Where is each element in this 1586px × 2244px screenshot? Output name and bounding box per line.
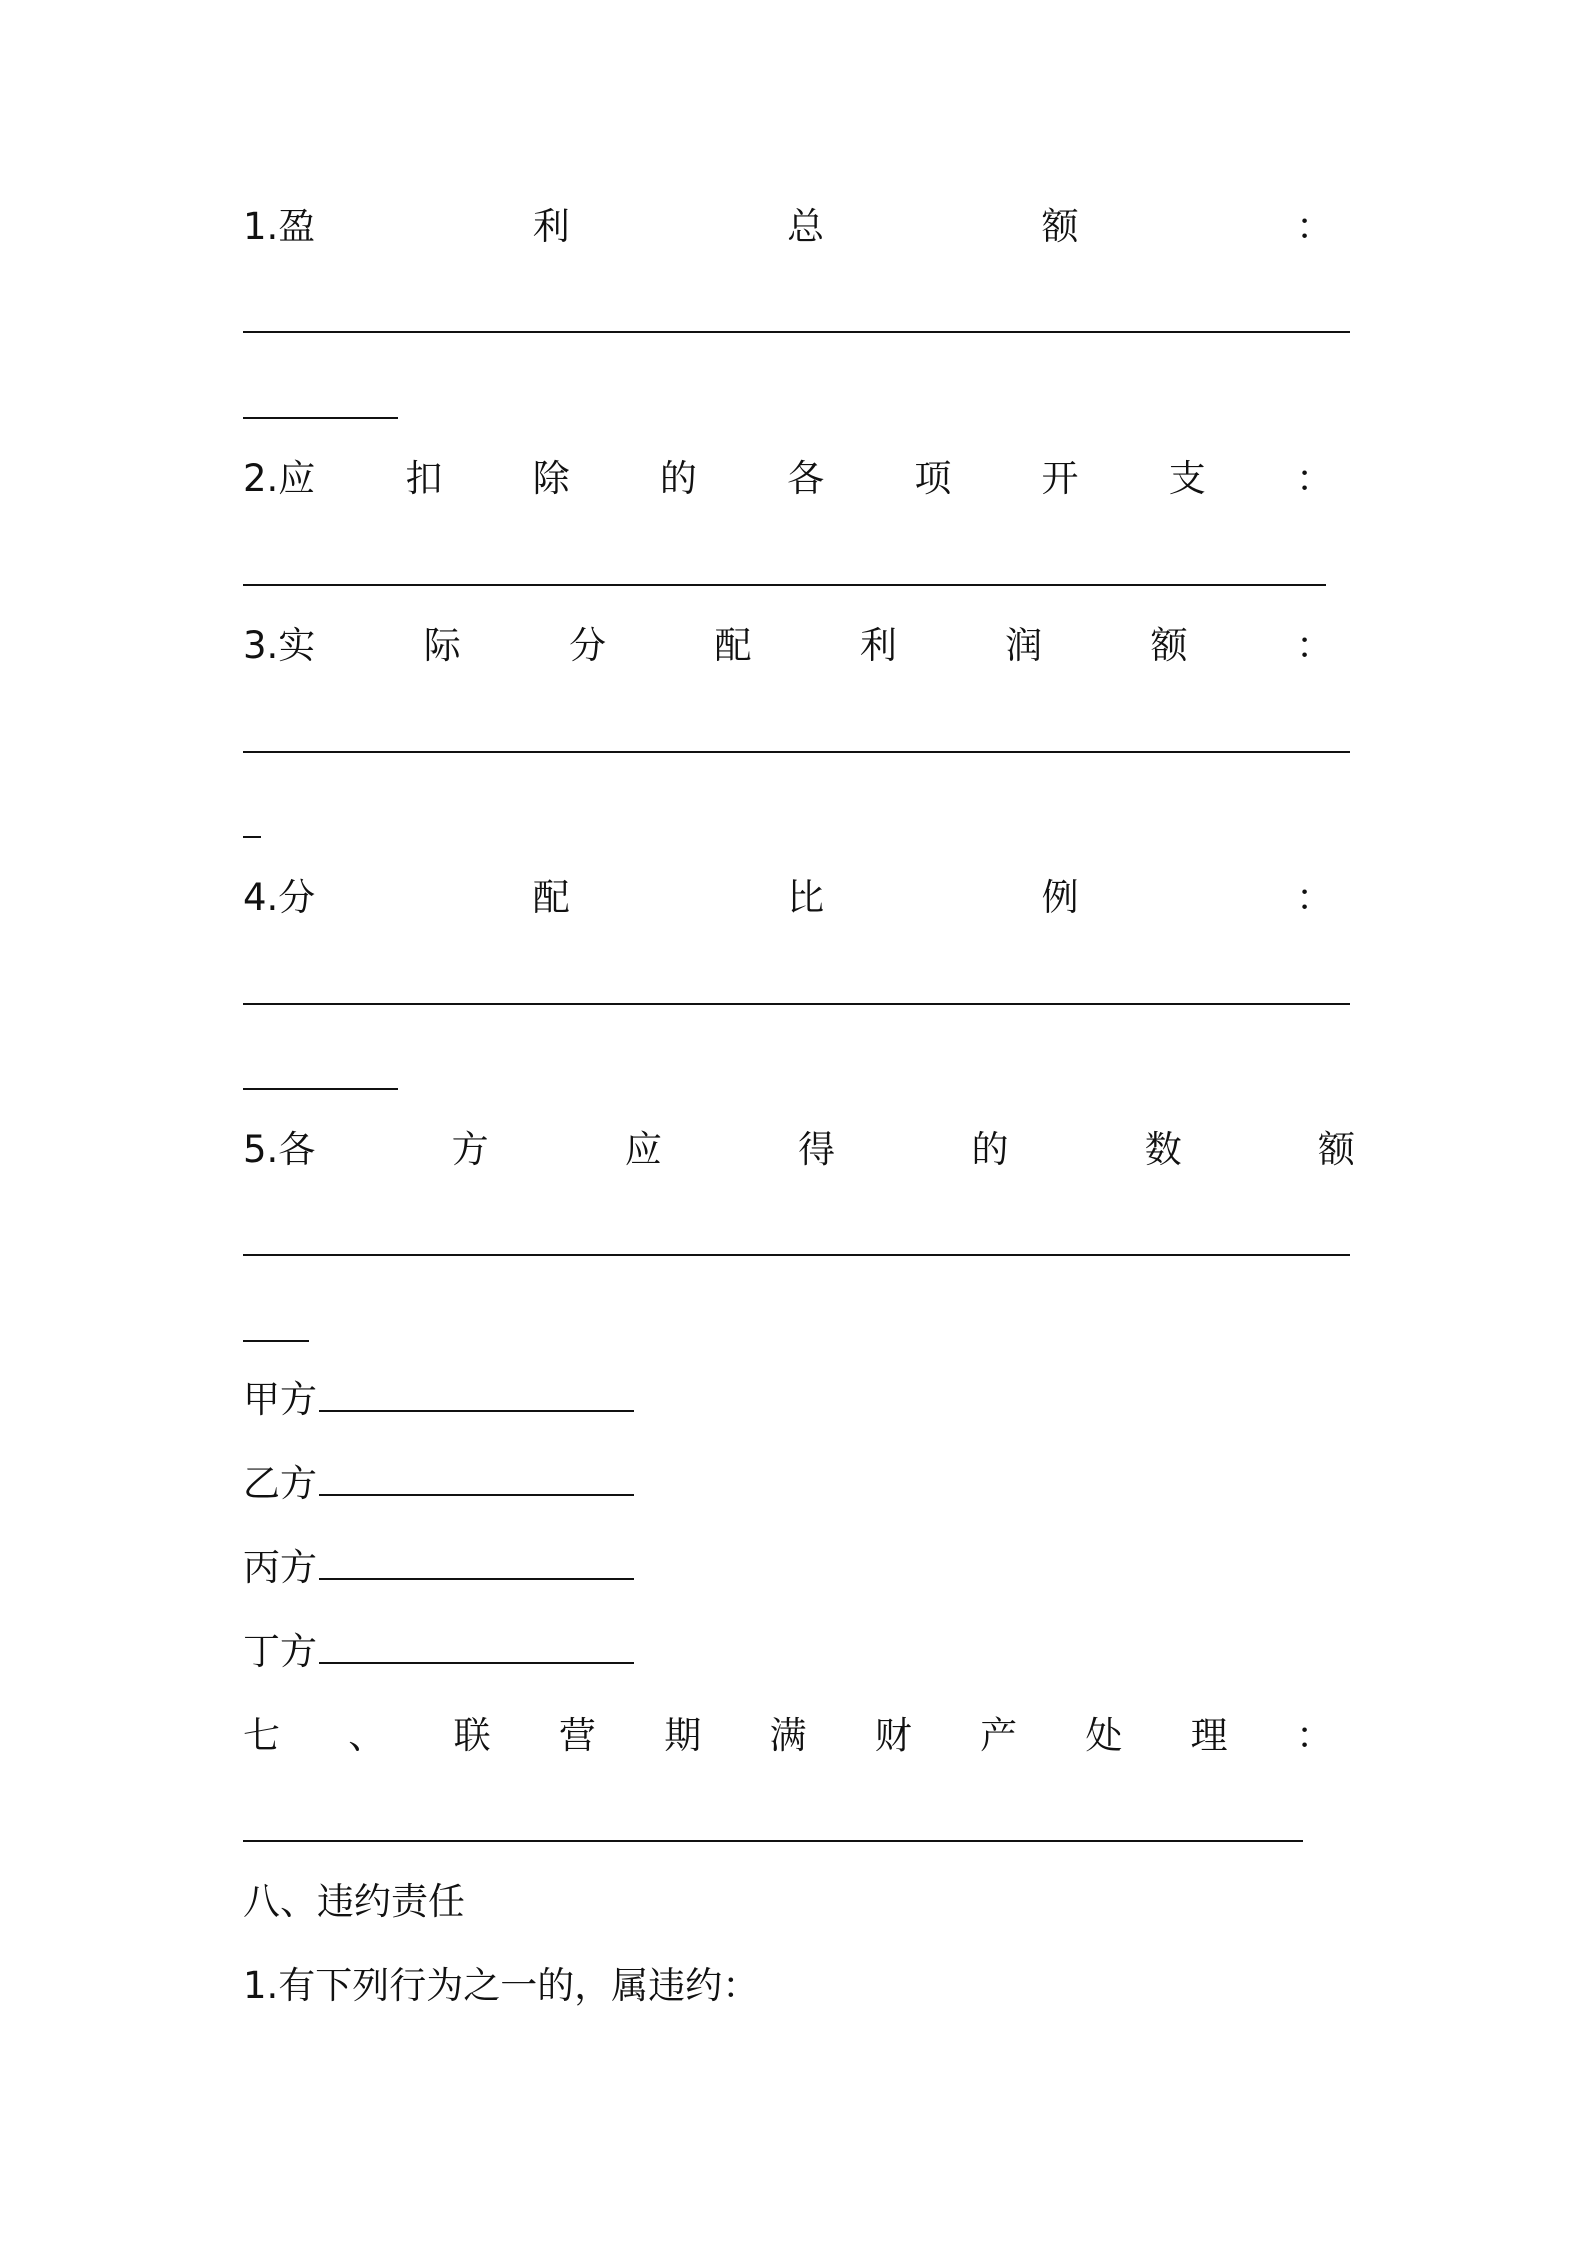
text-char: 营 bbox=[558, 1714, 596, 1757]
clause-1: 1.有下列行为之一的，属违约： bbox=[243, 1964, 760, 2007]
text-char: ： bbox=[1295, 1714, 1333, 1757]
text-char: 2.应 bbox=[243, 457, 316, 500]
text-char: 得 bbox=[798, 1128, 836, 1171]
item-5-amounts bbox=[243, 1124, 1355, 1176]
blank-line bbox=[243, 836, 261, 838]
item-2-deductions bbox=[243, 453, 1333, 505]
text-char: 利 bbox=[859, 624, 897, 667]
blank-line bbox=[243, 1254, 1350, 1256]
text-char: 处 bbox=[1085, 1714, 1123, 1757]
text-char: 额 bbox=[1041, 205, 1079, 248]
text-char: 扣 bbox=[405, 457, 443, 500]
blank-line bbox=[243, 584, 1326, 586]
signature-line bbox=[319, 1578, 634, 1580]
text-char: 除 bbox=[532, 457, 570, 500]
text-char: 总 bbox=[787, 205, 825, 248]
text-char: 5.各 bbox=[243, 1128, 316, 1171]
text-char: ： bbox=[1295, 624, 1333, 667]
blank-line bbox=[243, 751, 1350, 753]
signatory-label: 丁方 bbox=[243, 1630, 317, 1673]
text-char: 开 bbox=[1041, 457, 1079, 500]
text-char: 财 bbox=[874, 1714, 912, 1757]
text-char: 数 bbox=[1144, 1128, 1182, 1171]
text-char: 满 bbox=[769, 1714, 807, 1757]
text-char: 的 bbox=[971, 1128, 1009, 1171]
section-8-heading: 八、违约责任 bbox=[243, 1880, 465, 1923]
text-char: 项 bbox=[914, 457, 952, 500]
text-char: 产 bbox=[980, 1714, 1018, 1757]
text-char: 、 bbox=[348, 1714, 386, 1757]
signatory-b bbox=[243, 1458, 634, 1510]
text-char: 比 bbox=[787, 876, 825, 919]
signatory-label: 乙方 bbox=[243, 1462, 317, 1505]
text-char: 各 bbox=[787, 457, 825, 500]
text-char: 期 bbox=[664, 1714, 702, 1757]
section-7-heading bbox=[243, 1710, 1333, 1762]
blank-line bbox=[243, 417, 398, 419]
text-char: 七 bbox=[243, 1714, 280, 1757]
text-char: ： bbox=[1295, 457, 1333, 500]
text-char: 配 bbox=[532, 876, 570, 919]
text-char: 分 bbox=[569, 624, 607, 667]
text-char: 方 bbox=[451, 1128, 489, 1171]
signatory-d bbox=[243, 1626, 634, 1678]
item-4-ratio bbox=[243, 872, 1333, 924]
text-char: 额 bbox=[1150, 624, 1188, 667]
signature-line bbox=[319, 1494, 634, 1496]
text-char: 利 bbox=[532, 205, 570, 248]
signature-line bbox=[319, 1410, 634, 1412]
blank-line bbox=[243, 1088, 398, 1090]
text-char: ： bbox=[1296, 876, 1333, 919]
text-char: 4.分 bbox=[243, 876, 316, 919]
signatory-label: 丙方 bbox=[243, 1546, 317, 1589]
text-char: ： bbox=[1296, 205, 1333, 248]
text-char: 配 bbox=[714, 624, 752, 667]
text-char: 润 bbox=[1005, 624, 1043, 667]
text-char: 例 bbox=[1041, 876, 1079, 919]
text-char: 应 bbox=[624, 1128, 662, 1171]
signature-line bbox=[319, 1662, 634, 1664]
blank-line bbox=[243, 1340, 309, 1342]
text-char: 支 bbox=[1168, 457, 1206, 500]
signatory-label: 甲方 bbox=[243, 1378, 317, 1421]
text-char: 额 bbox=[1318, 1128, 1355, 1171]
text-char: 际 bbox=[423, 624, 461, 667]
text-char: 理 bbox=[1190, 1714, 1228, 1757]
blank-line bbox=[243, 1840, 1303, 1842]
item-1-profit-total bbox=[243, 201, 1333, 253]
signatory-a bbox=[243, 1374, 634, 1426]
blank-line bbox=[243, 331, 1350, 333]
text-char: 1.盈 bbox=[243, 205, 316, 248]
text-char: 3.实 bbox=[243, 624, 316, 667]
item-3-actual-profit bbox=[243, 620, 1333, 672]
text-char: 的 bbox=[659, 457, 697, 500]
text-char: 联 bbox=[453, 1714, 491, 1757]
blank-line bbox=[243, 1003, 1350, 1005]
signatory-c bbox=[243, 1542, 634, 1594]
